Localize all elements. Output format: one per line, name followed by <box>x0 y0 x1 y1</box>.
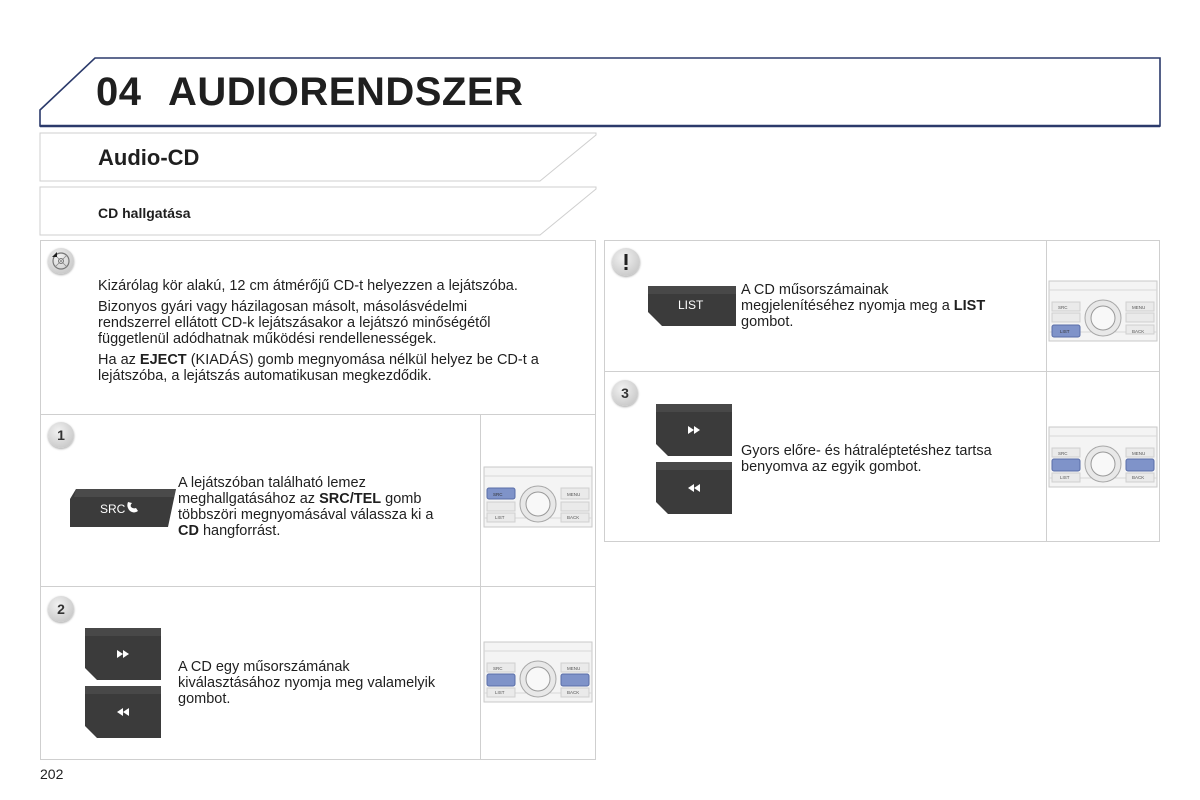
src-button-label: SRC <box>100 502 126 516</box>
disc-icon <box>48 248 74 274</box>
step-1-icon: 1 <box>48 422 74 448</box>
intro-text <box>98 278 588 389</box>
svg-text:BACK: BACK <box>567 690 580 695</box>
svg-text:BACK: BACK <box>567 515 580 520</box>
list-button-label: LIST <box>678 298 704 312</box>
chapter-title: AUDIORENDSZER <box>168 70 524 114</box>
svg-text:LIST: LIST <box>1060 475 1070 480</box>
svg-text:LIST: LIST <box>495 690 505 695</box>
list-button[interactable] <box>646 284 738 328</box>
next-track-button[interactable] <box>83 626 163 682</box>
svg-text:SRC: SRC <box>1058 451 1068 456</box>
step-2-text: A CD egy műsorszámának kiválasztásához nyomja meg valamelyik gombot. <box>178 659 436 707</box>
svg-text:MENU: MENU <box>1132 451 1146 456</box>
radio-panel-step3 <box>1048 426 1158 488</box>
intro-paragraph-1: Kizárólag kör alakú, 12 cm átmérőjű CD-t helyezzen a lejátszóba. <box>98 278 518 294</box>
step-1-text: A lejátszóban található lemez meghallgatásához az SRC/TEL gomb többszöri megnyomásával válassza ki a CD hangforrást. <box>178 475 434 539</box>
section-banner <box>0 0 1200 240</box>
subsection-title: CD hallgatása <box>98 205 191 221</box>
fast-forward-button[interactable] <box>654 402 734 458</box>
previous-track-button[interactable] <box>83 684 163 740</box>
page-number: 202 <box>40 766 64 782</box>
radio-panel-step1 <box>483 466 593 528</box>
svg-text:SRC: SRC <box>1058 305 1068 310</box>
svg-text:MENU: MENU <box>1132 305 1146 310</box>
fast-rewind-button[interactable] <box>654 460 734 516</box>
radio-panel-note <box>1048 280 1158 342</box>
svg-text:MENU: MENU <box>567 666 581 671</box>
step-3-icon: 3 <box>612 380 638 406</box>
src-tel-button[interactable] <box>68 487 178 529</box>
svg-text:BACK: BACK <box>1132 475 1145 480</box>
section-title: Audio-CD <box>98 145 200 170</box>
svg-text:MENU: MENU <box>567 492 581 497</box>
note-text: A CD műsorszámainak megjelenítéséhez nyomja meg a LIST gombot. <box>741 282 986 330</box>
step-3-text: Gyors előre- és hátraléptetéshez tartsa benyomva az egyik gombot. <box>741 443 992 475</box>
radio-panel-step2 <box>483 641 593 703</box>
svg-text:LIST: LIST <box>1060 329 1070 334</box>
svg-text:SRC: SRC <box>493 666 503 671</box>
svg-text:BACK: BACK <box>1132 329 1145 334</box>
intro-paragraph-2: Bizonyos gyári vagy házilagosan másolt, másolásvédelmi rendszerrel ellátott CD-k lejátszásakor a lejátszó minőségétől függetlenül adódhatnak működési rendellenességek. <box>98 299 491 347</box>
intro-paragraph-3: Ha az EJECT (KIADÁS) gomb megnyomása nélkül helyez be CD-t a lejátszóba, a lejátszás automatikusan megkezdődik. <box>98 352 539 384</box>
chapter-number: 04 <box>96 70 142 114</box>
svg-text:SRC: SRC <box>493 492 503 497</box>
step-2-icon: 2 <box>48 596 74 622</box>
svg-text:LIST: LIST <box>495 515 505 520</box>
exclamation-icon <box>612 248 640 276</box>
